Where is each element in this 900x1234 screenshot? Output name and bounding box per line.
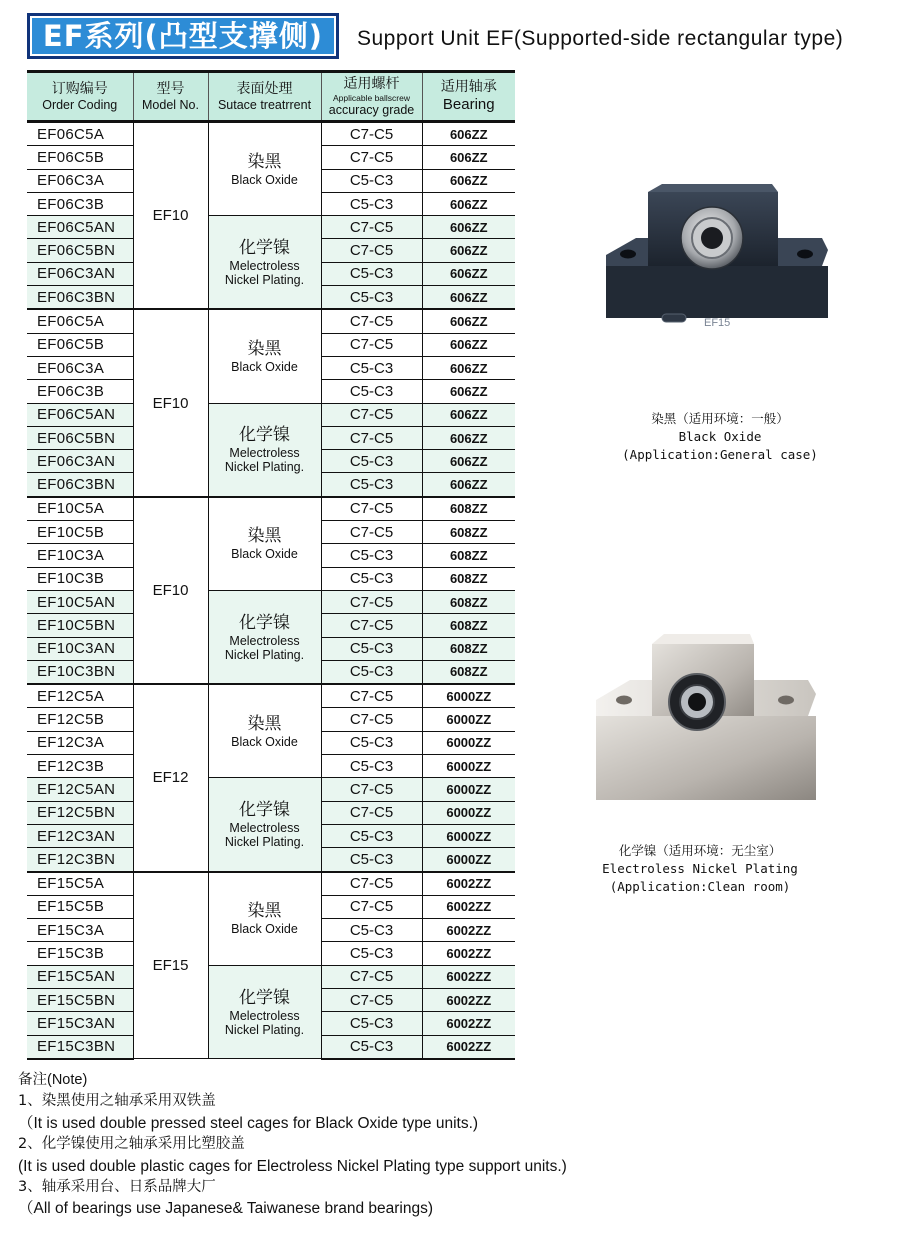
header-grade	[321, 72, 422, 122]
order-code-cell: EF10C3BN	[27, 660, 133, 684]
black-oxide-support-unit-image	[600, 180, 830, 350]
accuracy-grade-cell: C7-C5	[321, 895, 422, 918]
accuracy-grade-cell: C5-C3	[321, 169, 422, 192]
surface-cn-label: 染黑	[247, 338, 282, 359]
accuracy-grade-cell: C5-C3	[321, 192, 422, 215]
accuracy-grade-cell: C5-C3	[321, 567, 422, 590]
note-3-en: （All of bearings use Japanese& Taiwanese brand bearings)	[18, 1200, 434, 1218]
bearing-cell: 606ZZ	[422, 426, 515, 449]
accuracy-grade-cell: C7-C5	[321, 590, 422, 613]
note-2-cn: 2、化学镍使用之轴承采用比塑胶盖	[18, 1136, 245, 1153]
bearing-cell: 608ZZ	[422, 497, 515, 521]
bearing-cell: 606ZZ	[422, 216, 515, 239]
accuracy-grade-cell: C5-C3	[321, 755, 422, 778]
surface-en-label: Melectroless	[229, 1008, 300, 1023]
surface-black-cell	[208, 872, 321, 966]
order-code-cell: EF06C3A	[27, 356, 133, 379]
order-code-cell: EF12C5BN	[27, 801, 133, 824]
model-cell: EF10	[133, 309, 208, 496]
table-row	[27, 684, 515, 708]
surface-en-label: Nickel Plating.	[224, 1022, 305, 1037]
surface-black-cell	[208, 684, 321, 778]
order-code-cell: EF10C5AN	[27, 590, 133, 613]
order-code-cell: EF06C5AN	[27, 216, 133, 239]
series-title-badge: EF系列(凸型支撑侧)	[27, 13, 339, 59]
order-code-cell: EF10C3A	[27, 544, 133, 567]
bearing-cell: 608ZZ	[422, 660, 515, 684]
header-surface-cn: 表面处理	[236, 81, 293, 97]
nickel-plating-caption-cn: 化学镍（适用环境：无尘室）	[618, 843, 782, 858]
bearing-cell: 6002ZZ	[422, 872, 515, 896]
surface-en-label: Melectroless	[229, 446, 300, 461]
bearing-cell: 606ZZ	[422, 286, 515, 310]
bearing-cell: 6000ZZ	[422, 755, 515, 778]
accuracy-grade-cell: C5-C3	[321, 660, 422, 684]
surface-cn-label: 染黑	[247, 526, 282, 547]
surface-black-cell	[208, 122, 321, 216]
bearing-cell: 6000ZZ	[422, 801, 515, 824]
surface-cn-label: 染黑	[247, 713, 282, 734]
order-code-cell: EF15C5BN	[27, 988, 133, 1011]
surface-en-label: Nickel Plating.	[224, 834, 305, 849]
order-code-cell: EF12C3AN	[27, 824, 133, 847]
accuracy-grade-cell: C7-C5	[321, 708, 422, 731]
surface-black-cell	[208, 309, 321, 403]
bearing-cell: 606ZZ	[422, 333, 515, 356]
accuracy-grade-cell: C7-C5	[321, 872, 422, 896]
accuracy-grade-cell: C5-C3	[321, 942, 422, 965]
table-row	[27, 778, 515, 801]
accuracy-grade-cell: C7-C5	[321, 239, 422, 262]
surface-nickel-cell	[208, 778, 321, 872]
accuracy-grade-cell: C5-C3	[321, 731, 422, 754]
table-row	[27, 403, 515, 426]
bearing-cell: 6002ZZ	[422, 895, 515, 918]
bearing-cell: 606ZZ	[422, 239, 515, 262]
surface-en-label: Nickel Plating.	[224, 272, 305, 287]
accuracy-grade-cell: C5-C3	[321, 919, 422, 942]
accuracy-grade-cell: C7-C5	[321, 614, 422, 637]
table-row	[27, 590, 515, 613]
surface-cn-label: 化学镍	[239, 612, 290, 633]
bearing-cell: 606ZZ	[422, 169, 515, 192]
order-code-cell: EF15C3B	[27, 942, 133, 965]
surface-cn-label: 染黑	[247, 901, 282, 922]
bearing-cell: 608ZZ	[422, 544, 515, 567]
order-code-cell: EF15C3AN	[27, 1012, 133, 1035]
bearing-cell: 6002ZZ	[422, 919, 515, 942]
bearing-cell: 6002ZZ	[422, 1035, 515, 1059]
order-code-cell: EF12C5AN	[27, 778, 133, 801]
order-code-cell: EF06C5B	[27, 146, 133, 169]
order-code-cell: EF06C5B	[27, 333, 133, 356]
surface-en-label: Melectroless	[229, 633, 300, 648]
accuracy-grade-cell: C7-C5	[321, 146, 422, 169]
order-code-cell: EF06C3BN	[27, 473, 133, 497]
header-order-en: Order Coding	[42, 98, 118, 112]
order-code-cell: EF12C3BN	[27, 848, 133, 872]
table-row	[27, 965, 515, 988]
surface-cn-label: 化学镍	[239, 237, 290, 258]
bearing-cell: 606ZZ	[422, 262, 515, 285]
bearing-cell: 6002ZZ	[422, 1012, 515, 1035]
surface-en-label: Black Oxide	[231, 547, 298, 562]
header-surface-en: Sutace treatrrent	[217, 98, 312, 112]
nickel-plating-caption-app: (Application:Clean room)	[609, 879, 791, 894]
table-row	[27, 309, 515, 333]
surface-cn-label: 染黑	[247, 151, 282, 172]
spec-table-body	[27, 122, 515, 1059]
order-code-cell: EF06C5BN	[27, 239, 133, 262]
order-code-cell: EF06C3A	[27, 169, 133, 192]
order-code-cell: EF15C5B	[27, 895, 133, 918]
table-header-row	[27, 72, 515, 122]
surface-nickel-cell	[208, 590, 321, 684]
accuracy-grade-cell: C7-C5	[321, 684, 422, 708]
order-code-cell: EF06C5A	[27, 122, 133, 146]
bearing-cell: 6002ZZ	[422, 965, 515, 988]
accuracy-grade-cell: C5-C3	[321, 262, 422, 285]
model-cell: EF10	[133, 497, 208, 684]
model-cell: EF10	[133, 122, 208, 310]
header-grade-en2: accuracy grade	[328, 103, 415, 117]
order-code-cell: EF06C3AN	[27, 262, 133, 285]
accuracy-grade-cell: C5-C3	[321, 473, 422, 497]
black-oxide-caption-en: Black Oxide	[678, 429, 762, 444]
surface-en-label: Black Oxide	[231, 734, 298, 749]
header-model	[133, 72, 208, 122]
nickel-plating-support-unit-image	[590, 630, 820, 810]
notes-section	[18, 1070, 878, 1220]
bearing-cell: 6000ZZ	[422, 824, 515, 847]
bearing-cell: 608ZZ	[422, 614, 515, 637]
bearing-cell: 606ZZ	[422, 356, 515, 379]
notes-title: 备注(Note)	[18, 1072, 88, 1088]
header-grade-en1: Applicable ballscrew	[332, 93, 410, 103]
order-code-cell: EF10C5B	[27, 521, 133, 544]
order-code-cell: EF10C5A	[27, 497, 133, 521]
bearing-cell: 606ZZ	[422, 309, 515, 333]
note-3-cn: 3、轴承采用台、日系品牌大厂	[18, 1179, 216, 1196]
bearing-cell: 6002ZZ	[422, 988, 515, 1011]
surface-en-label: Melectroless	[229, 820, 300, 835]
header-model-cn: 型号	[156, 81, 185, 97]
accuracy-grade-cell: C5-C3	[321, 380, 422, 403]
accuracy-grade-cell: C7-C5	[321, 988, 422, 1011]
header-bearing-en: Bearing	[442, 96, 495, 113]
order-code-cell: EF06C5AN	[27, 403, 133, 426]
black-oxide-caption-app: (Application:General case)	[622, 447, 818, 462]
accuracy-grade-cell: C5-C3	[321, 544, 422, 567]
surface-en-label: Nickel Plating.	[224, 460, 305, 475]
bearing-cell: 608ZZ	[422, 521, 515, 544]
surface-cn-label: 化学镍	[239, 799, 290, 820]
bearing-cell: 6002ZZ	[422, 942, 515, 965]
black-oxide-caption-cn: 染黑（适用环境：一般）	[651, 411, 789, 426]
bearing-cell: 606ZZ	[422, 450, 515, 473]
accuracy-grade-cell: C5-C3	[321, 824, 422, 847]
accuracy-grade-cell: C7-C5	[321, 521, 422, 544]
bearing-cell: 606ZZ	[422, 473, 515, 497]
black-oxide-engraving: EF15	[704, 317, 731, 329]
bearing-cell: 6000ZZ	[422, 708, 515, 731]
accuracy-grade-cell: C7-C5	[321, 333, 422, 356]
model-cell: EF12	[133, 684, 208, 871]
nickel-plating-caption-en: Electroless Nickel Plating	[602, 861, 798, 876]
accuracy-grade-cell: C7-C5	[321, 801, 422, 824]
accuracy-grade-cell: C7-C5	[321, 216, 422, 239]
order-code-cell: EF06C3AN	[27, 450, 133, 473]
surface-en-label: Nickel Plating.	[224, 647, 305, 662]
bearing-cell: 6000ZZ	[422, 731, 515, 754]
order-code-cell: EF10C5BN	[27, 614, 133, 637]
order-code-cell: EF12C5A	[27, 684, 133, 708]
accuracy-grade-cell: C5-C3	[321, 1012, 422, 1035]
table-row	[27, 497, 515, 521]
accuracy-grade-cell: C7-C5	[321, 403, 422, 426]
bearing-cell: 608ZZ	[422, 590, 515, 613]
bearing-cell: 6000ZZ	[422, 848, 515, 872]
note-1-en: （It is used double pressed steel cages for Black Oxide type units.)	[18, 1114, 479, 1132]
order-code-cell: EF12C5B	[27, 708, 133, 731]
bearing-cell: 6000ZZ	[422, 684, 515, 708]
order-code-cell: EF10C3B	[27, 567, 133, 590]
note-1-cn: 1、染黑使用之轴承采用双铁盖	[18, 1093, 216, 1110]
bearing-cell: 606ZZ	[422, 146, 515, 169]
accuracy-grade-cell: C5-C3	[321, 848, 422, 872]
accuracy-grade-cell: C5-C3	[321, 356, 422, 379]
accuracy-grade-cell: C5-C3	[321, 286, 422, 310]
bearing-cell: 606ZZ	[422, 403, 515, 426]
order-code-cell: EF15C5A	[27, 872, 133, 896]
header-surface	[208, 72, 321, 122]
surface-en-label: Black Oxide	[231, 922, 298, 937]
bearing-cell: 608ZZ	[422, 567, 515, 590]
nickel-plating-caption	[590, 842, 810, 896]
accuracy-grade-cell: C7-C5	[321, 309, 422, 333]
model-cell: EF15	[133, 872, 208, 1059]
bearing-cell: 6000ZZ	[422, 778, 515, 801]
table-row	[27, 122, 515, 146]
surface-en-label: Black Oxide	[231, 359, 298, 374]
order-code-cell: EF12C3A	[27, 731, 133, 754]
accuracy-grade-cell: C7-C5	[321, 497, 422, 521]
spec-table	[27, 70, 515, 1060]
surface-en-label: Black Oxide	[231, 172, 298, 187]
order-code-cell: EF06C5A	[27, 309, 133, 333]
surface-black-cell	[208, 497, 321, 591]
order-code-cell: EF15C5AN	[27, 965, 133, 988]
order-code-cell: EF12C3B	[27, 755, 133, 778]
order-code-cell: EF10C3AN	[27, 637, 133, 660]
header-order-cn: 订购编号	[51, 81, 108, 97]
order-code-cell: EF06C3B	[27, 192, 133, 215]
header-bearing	[422, 72, 515, 122]
order-code-cell: EF15C3A	[27, 919, 133, 942]
accuracy-grade-cell: C7-C5	[321, 426, 422, 449]
header-bearing-cn: 适用轴承	[440, 79, 497, 95]
order-code-cell: EF06C5BN	[27, 426, 133, 449]
bearing-cell: 608ZZ	[422, 637, 515, 660]
accuracy-grade-cell: C5-C3	[321, 1035, 422, 1059]
accuracy-grade-cell: C7-C5	[321, 965, 422, 988]
accuracy-grade-cell: C7-C5	[321, 778, 422, 801]
bearing-cell: 606ZZ	[422, 122, 515, 146]
order-code-cell: EF06C3BN	[27, 286, 133, 310]
table-row	[27, 872, 515, 896]
accuracy-grade-cell: C5-C3	[321, 637, 422, 660]
note-2-en: (It is used double plastic cages for Electroless Nickel Plating type support units.)	[18, 1157, 567, 1175]
bearing-cell: 606ZZ	[422, 380, 515, 403]
header-grade-cn: 适用螺杆	[343, 76, 400, 92]
series-subtitle: Support Unit EF(Supported-side rectangular type)	[357, 27, 844, 50]
surface-en-label: Melectroless	[229, 258, 300, 273]
header-order	[27, 72, 133, 122]
accuracy-grade-cell: C5-C3	[321, 450, 422, 473]
surface-cn-label: 化学镍	[239, 425, 290, 446]
table-row	[27, 216, 515, 239]
surface-cn-label: 化学镍	[239, 987, 290, 1008]
surface-nickel-cell	[208, 965, 321, 1059]
black-oxide-caption	[600, 410, 840, 464]
accuracy-grade-cell: C7-C5	[321, 122, 422, 146]
order-code-cell: EF15C3BN	[27, 1035, 133, 1059]
header-model-en: Model No.	[142, 98, 199, 112]
bearing-cell: 606ZZ	[422, 192, 515, 215]
order-code-cell: EF06C3B	[27, 380, 133, 403]
surface-nickel-cell	[208, 216, 321, 310]
surface-nickel-cell	[208, 403, 321, 497]
